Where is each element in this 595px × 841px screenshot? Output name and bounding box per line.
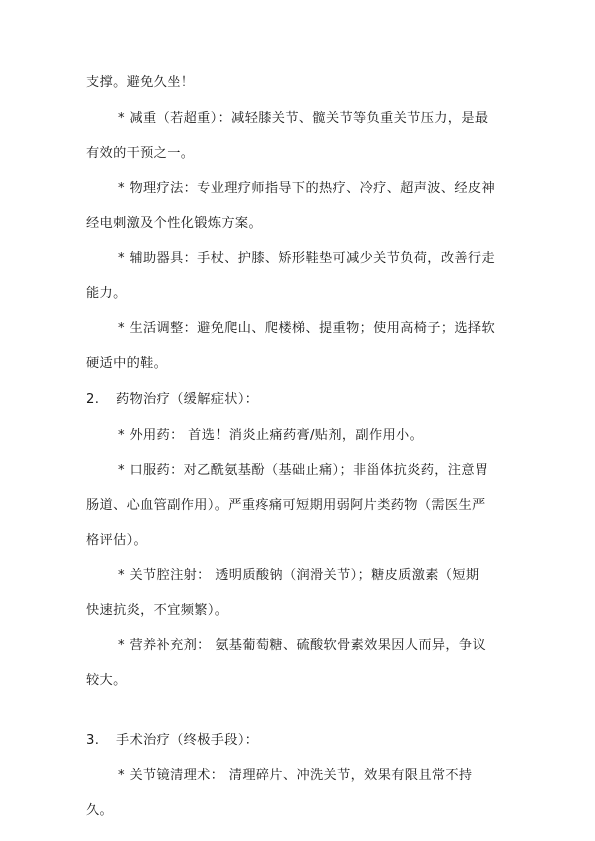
text-line: 格评估）。	[86, 533, 148, 548]
text-line: 肠道、心血管副作用）。严重疼痛可短期用弱阿片类药物（需医生严	[86, 498, 486, 513]
bullet-physical-therapy: * 物理疗法：专业理疗师指导下的热疗、冷疗、超声波、经皮神	[118, 181, 495, 196]
text-line: 快速抗炎，不宜频繁）。	[86, 603, 229, 618]
text-line: 经电刺激及个性化锻炼方案。	[86, 216, 262, 231]
bullet-injection: * 关节腔注射： 透明质酸钠（润滑关节）；糖皮质激素（短期	[118, 568, 480, 583]
bullet-oral: * 口服药：对乙酰氨基酚（基础止痛）；非甾体抗炎药，注意胃	[118, 463, 489, 478]
text-line: 能力。	[86, 286, 127, 301]
bullet-assistive-devices: * 辅助器具：手杖、护膝、矫形鞋垫可减少关节负荷，改善行走	[118, 251, 495, 266]
section-number: 2.	[86, 392, 100, 407]
section-title: 药物治疗（缓解症状）：	[116, 392, 259, 407]
text-line: 较大。	[86, 673, 127, 688]
section-heading-medication	[86, 391, 258, 409]
text-line: 支撑。避免久坐！	[86, 75, 195, 90]
bullet-arthroscopy: * 关节镜清理术： 清理碎片、冲洗关节，效果有限且常不持	[118, 768, 473, 783]
text-line: 有效的干预之一。	[86, 146, 195, 161]
section-title: 手术治疗（终极手段）：	[116, 733, 259, 748]
bullet-supplements: * 营养补充剂： 氨基葡萄糖、硫酸软骨素效果因人而异，争议	[118, 638, 486, 653]
bullet-weight-loss: * 减重（若超重）：减轻膝关节、髋关节等负重关节压力，是最	[118, 111, 489, 126]
text-line: 久。	[86, 803, 114, 818]
bullet-topical: * 外用药： 首选！消炎止痛药膏/贴剂，副作用小。	[118, 428, 424, 443]
bullet-lifestyle: * 生活调整：避免爬山、爬楼梯、提重物；使用高椅子；选择软	[118, 321, 495, 336]
section-number: 3.	[86, 733, 100, 748]
text-line: 硬适中的鞋。	[86, 356, 168, 371]
section-heading-surgery	[86, 732, 258, 750]
